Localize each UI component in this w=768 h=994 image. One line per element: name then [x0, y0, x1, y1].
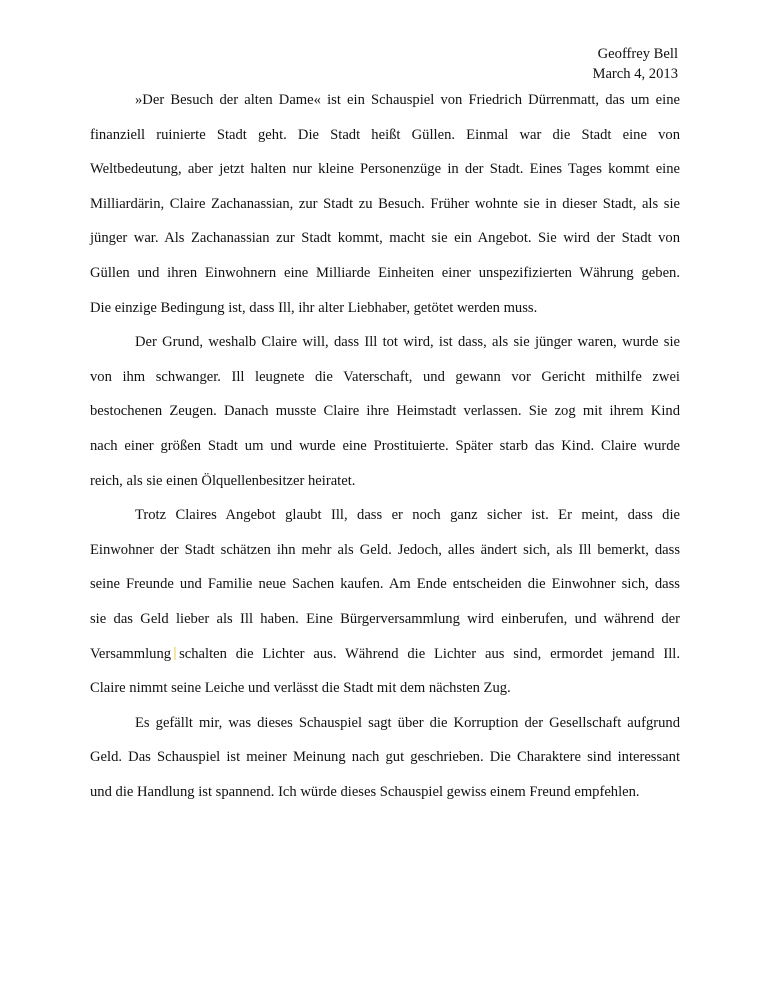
- document-body: [90, 86, 680, 812]
- paragraph-2-line-3: bestochenen Zeugen. Danach musste Claire ihre Heimstadt verlassen. Sie zog mit ihrem Kind: [90, 403, 680, 420]
- paragraph-3-line-1: Trotz Claires Angebot glaubt Ill, dass er noch ganz sicher ist. Er meint, dass die: [135, 507, 680, 524]
- paragraph-3-line-5: [90, 640, 680, 675]
- paragraph-2-line-1: Der Grund, weshalb Claire will, dass Ill tot wird, ist dass, als sie jünger waren, wurde sie: [135, 334, 680, 351]
- paragraph-1-line-3: Weltbedeutung, aber jetzt halten nur kleine Personenzüge in der Stadt. Eines Tages kommt eine: [90, 161, 680, 178]
- paragraph-3-line-4: sie das Geld lieber als Ill haben. Eine Bürgerversammlung wird einberufen, und während der: [90, 610, 680, 627]
- paragraph-4-line-2: Geld. Das Schauspiel ist meiner Meinung nach gut geschrieben. Die Charaktere sind interessant: [90, 749, 680, 766]
- paragraph-1-line-5: jünger war. Als Zachanassian zur Stadt kommt, macht sie ein Angebot. Sie wird der Stadt von: [90, 230, 680, 247]
- paragraph-1-line-2: finanziell ruinierte Stadt geht. Die Stadt heißt Güllen. Einmal war die Stadt eine von: [90, 126, 680, 143]
- paragraph-3-line-2: Einwohner der Stadt schätzen ihn mehr als Geld. Jedoch, alles ändert sich, als Ill bemerkt, dass: [90, 541, 680, 558]
- paragraph-2-line-2: von ihm schwanger. Ill leugnete die Vaterschaft, und gewann vor Gericht mithilfe zwei: [90, 368, 680, 385]
- paragraph-1-line-1: »Der Besuch der alten Dame« ist ein Schauspiel von Friedrich Dürrenmatt, das um eine: [135, 92, 680, 108]
- author-name: Geoffrey Bell: [597, 46, 678, 62]
- paragraph-2-line-4: nach einer größen Stadt um und wurde eine Prostituierte. Später starb das Kind. Claire wurde: [90, 437, 680, 454]
- paragraph-1-line-4: Milliardärin, Claire Zachanassian, zur Stadt zu Besuch. Früher wohnte sie in dieser Stadt, als sie: [90, 195, 680, 212]
- paragraph-3-line-6: Claire nimmt seine Leiche und verlässt die Stadt mit dem nächsten Zug.: [90, 680, 511, 697]
- paragraph-3-line-3: seine Freunde und Familie neue Sachen kaufen. Am Ende entscheiden die Einwohner sich, dass: [90, 576, 680, 593]
- paragraph-1-line-7: Die einzige Bedingung ist, dass Ill, ihr alter Liebhaber, getötet werden muss.: [90, 299, 538, 316]
- paragraph-2-line-5: reich, als sie einen Ölquellenbesitzer heiratet.: [90, 472, 356, 489]
- paragraph-4-line-3: und die Handlung ist spannend. Ich würde dieses Schauspiel gewiss einem Freund empfehlen.: [90, 783, 640, 800]
- document-header: [592, 44, 678, 84]
- paragraph-3-line-5-end: schalten die Lichter aus. Während die Lichter aus sind, ermordet jemand Ill.: [179, 645, 680, 662]
- paragraph-4-line-1: Es gefällt mir, was dieses Schauspiel sagt über die Korruption der Gesellschaft aufgrund: [135, 714, 680, 731]
- document-date: March 4, 2013: [592, 66, 678, 82]
- paragraph-3-line-5-start: Versammlung: [90, 645, 172, 662]
- text-cursor-marker: [174, 647, 176, 660]
- paragraph-1-line-6: Güllen und ihren Einwohnern eine Milliarde Einheiten einer unspezifizierten Währung geben.: [90, 264, 680, 281]
